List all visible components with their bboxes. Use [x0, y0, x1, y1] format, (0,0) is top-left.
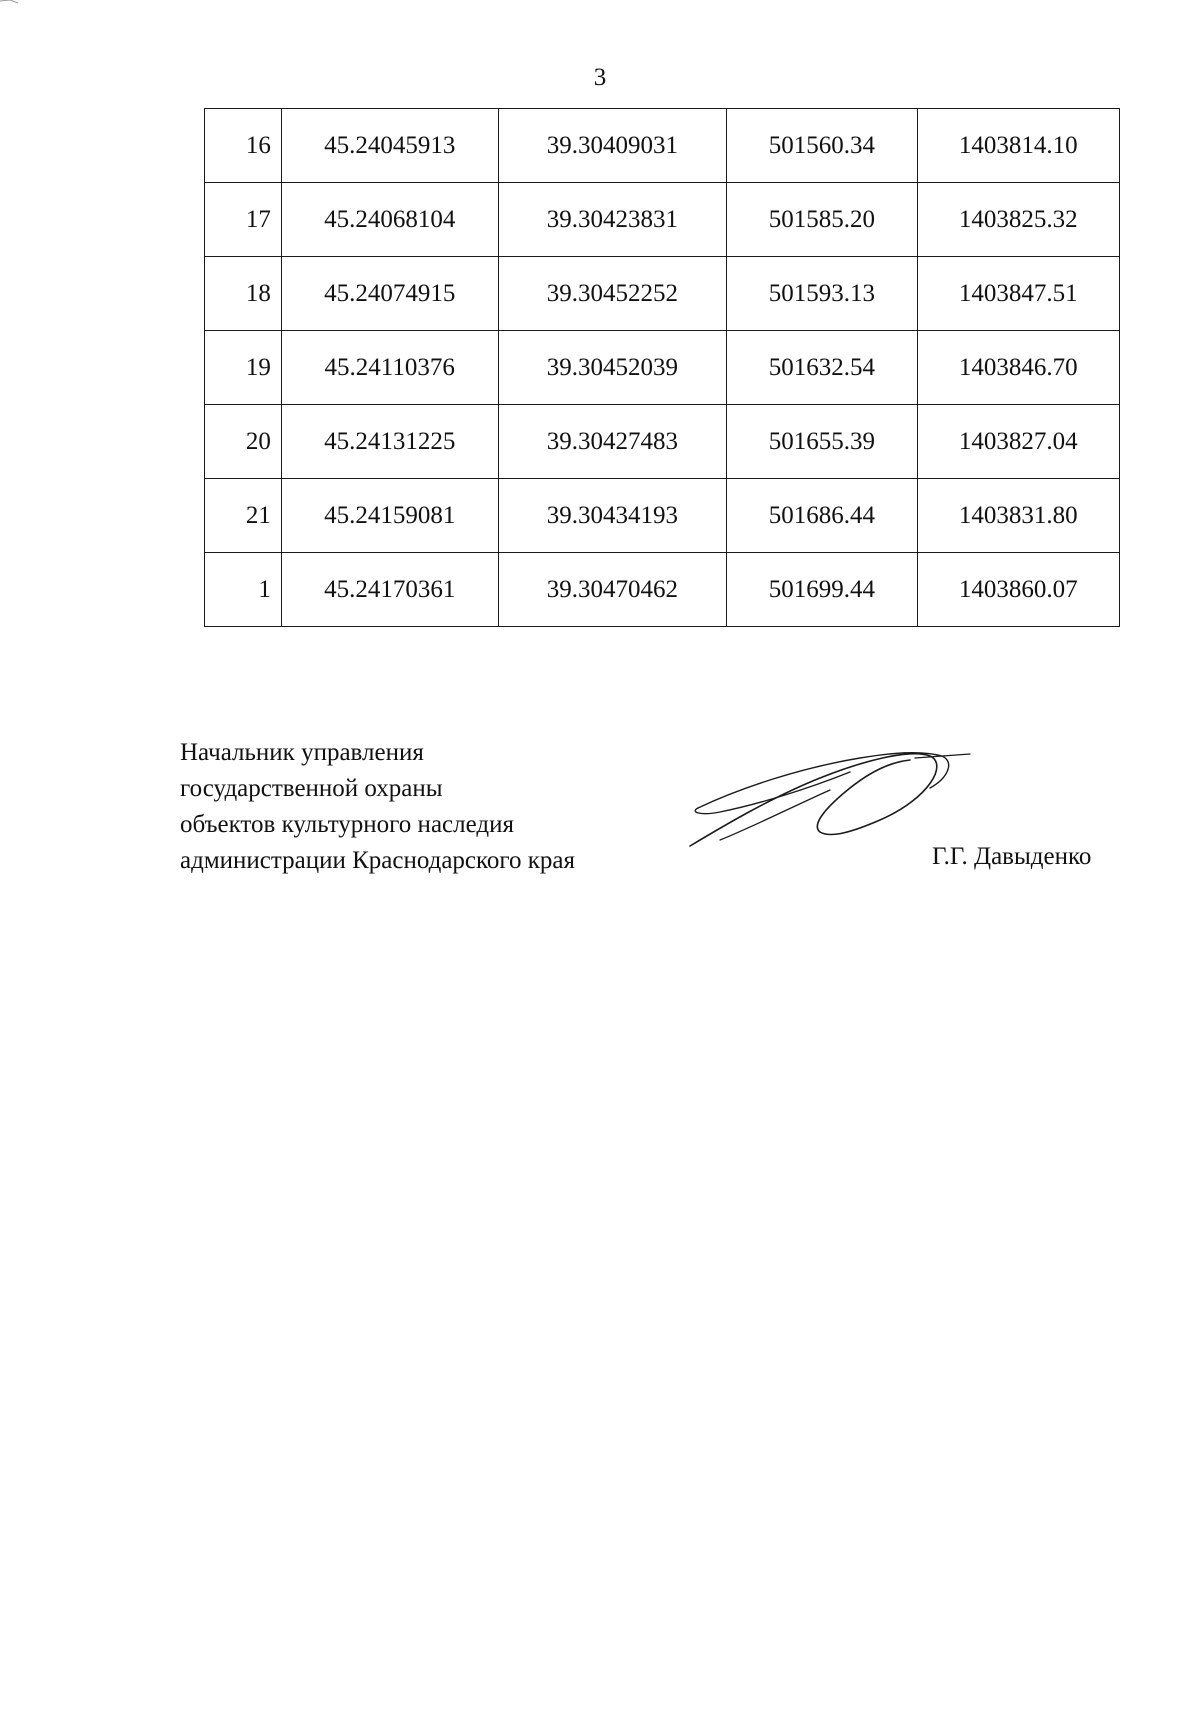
point-number-cell: 18	[205, 257, 282, 331]
signer-title-line: Начальник управления	[180, 739, 424, 766]
point-number-cell: 20	[205, 405, 282, 479]
latitude-cell: 45.24074915	[281, 257, 498, 331]
table-row	[205, 553, 1120, 627]
longitude-cell: 39.30452252	[498, 257, 727, 331]
table-row	[205, 405, 1120, 479]
point-number-cell: 16	[205, 109, 282, 183]
point-number-cell: 17	[205, 183, 282, 257]
x-coordinate-cell: 501699.44	[727, 553, 917, 627]
coordinates-table	[204, 108, 1120, 627]
signer-title-line: государственной охраны	[180, 775, 443, 802]
page-number: 3	[593, 64, 607, 91]
y-coordinate-cell: 1403831.80	[917, 479, 1119, 553]
longitude-cell: 39.30470462	[498, 553, 727, 627]
latitude-cell: 45.24170361	[281, 553, 498, 627]
x-coordinate-cell: 501686.44	[727, 479, 917, 553]
point-number-cell: 19	[205, 331, 282, 405]
x-coordinate-cell: 501585.20	[727, 183, 917, 257]
table-row	[205, 257, 1120, 331]
longitude-cell: 39.30423831	[498, 183, 727, 257]
latitude-cell: 45.24159081	[281, 479, 498, 553]
table-row	[205, 183, 1120, 257]
y-coordinate-cell: 1403825.32	[917, 183, 1119, 257]
y-coordinate-cell: 1403860.07	[917, 553, 1119, 627]
y-coordinate-cell: 1403814.10	[917, 109, 1119, 183]
longitude-cell: 39.30409031	[498, 109, 727, 183]
latitude-cell: 45.24045913	[281, 109, 498, 183]
table-row	[205, 331, 1120, 405]
x-coordinate-cell: 501593.13	[727, 257, 917, 331]
latitude-cell: 45.24131225	[281, 405, 498, 479]
longitude-cell: 39.30434193	[498, 479, 727, 553]
y-coordinate-cell: 1403847.51	[917, 257, 1119, 331]
table-row	[205, 109, 1120, 183]
handwritten-signature-icon	[680, 728, 980, 858]
point-number-cell: 1	[205, 553, 282, 627]
point-number-cell: 21	[205, 479, 282, 553]
signer-title-line: объектов культурного наследия	[180, 811, 514, 838]
x-coordinate-cell: 501655.39	[727, 405, 917, 479]
x-coordinate-cell: 501560.34	[727, 109, 917, 183]
y-coordinate-cell: 1403846.70	[917, 331, 1119, 405]
latitude-cell: 45.24068104	[281, 183, 498, 257]
longitude-cell: 39.30427483	[498, 405, 727, 479]
latitude-cell: 45.24110376	[281, 331, 498, 405]
signer-name: Г.Г. Давыденко	[932, 843, 1092, 870]
y-coordinate-cell: 1403827.04	[917, 405, 1119, 479]
longitude-cell: 39.30452039	[498, 331, 727, 405]
table-row	[205, 479, 1120, 553]
signer-title-line: администрации Краснодарского края	[180, 847, 576, 874]
signer-title	[180, 735, 575, 879]
x-coordinate-cell: 501632.54	[727, 331, 917, 405]
scan-corner-mark	[0, 0, 22, 10]
